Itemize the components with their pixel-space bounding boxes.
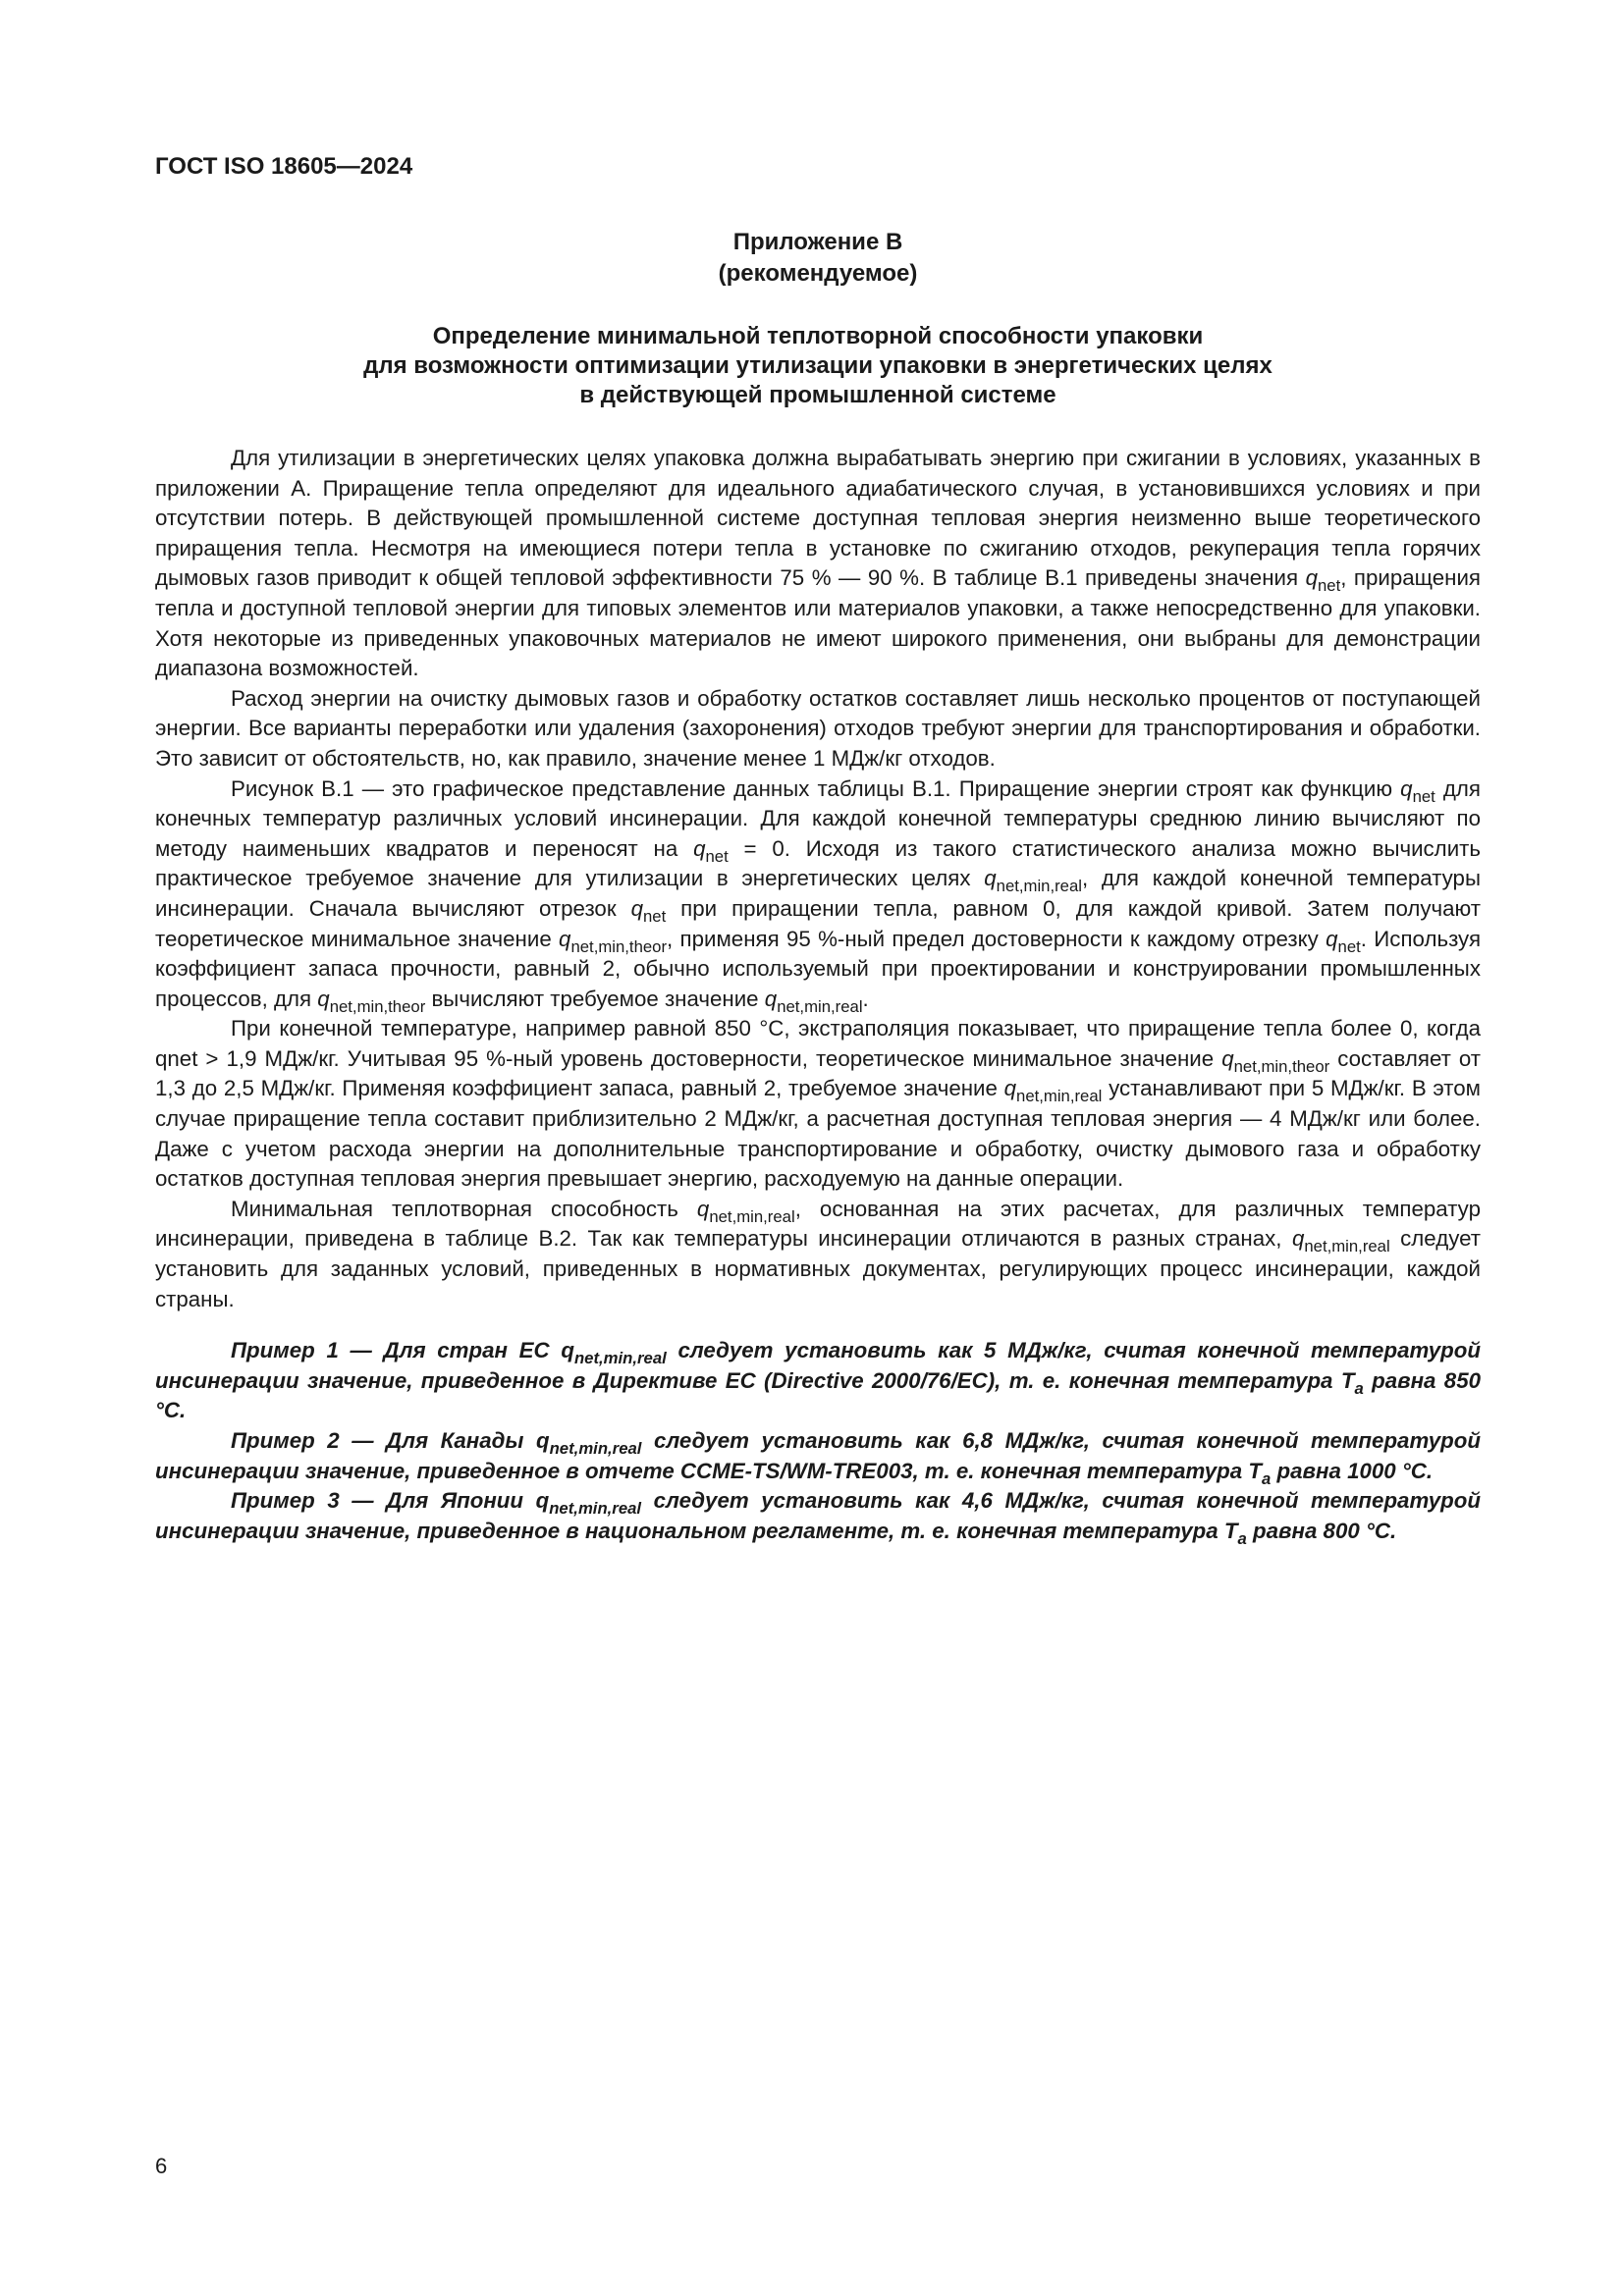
subscript: net: [705, 846, 729, 866]
subscript: net: [642, 906, 667, 926]
subscript: net,min,real: [549, 1499, 642, 1519]
subscript: net,min,real: [996, 877, 1082, 896]
example-3-text-b: следует установить как 4,6 МДж/кг, считая конечной температурой инсинерации значение, приведенное в национальном регламенте, т. е. конечная температура: [155, 1488, 1481, 1543]
subscript: net: [1412, 786, 1435, 806]
subscript: a: [1262, 1468, 1272, 1488]
subscript: net,min,theor: [570, 936, 668, 956]
example-3-text-c: равна 800 °С.: [1246, 1518, 1397, 1543]
q-symbol: q: [535, 1488, 550, 1514]
annex-title: Приложение В: [732, 229, 903, 255]
p4-text-a: При конечной температуре, например равной 850 °С, экстраполяция показывает, что приращение тепла более 0, когда qnet > 1,9 МДж/кг. Учитывая 95 %-ный уровень достоверности, теоретическое минимальное значение: [155, 1016, 1481, 1071]
p3-text-c: = 0. Исходя из такого статистического анализа можно вычислить практическое требуемое значение для утилизации в энергетических целях: [155, 835, 1481, 891]
q-symbol: q: [1305, 565, 1318, 591]
q-symbol: q: [559, 926, 571, 951]
p1-text-b: , приращения тепла и доступной тепловой энергии для типовых элементов или материалов упаковки, а также непосредственно для упаковки. Хотя некоторые из приведенных упаковочных материалов не имеют широкого применения, они выбраны для демонстрации диапазона возможностей.: [155, 565, 1481, 681]
p1-text-a: Для утилизации в энергетических целях упаковка должна вырабатывать энергию при сжигании в условиях, указанных в приложении А. Приращение тепла определяют для идеального адиабатического случая, в установившихся условиях и при отсутствии потерь. В действующей промышленной системе доступная тепловая энергия неизменно выше теоретического приращения тепла. Несмотря на имеющиеся потери тепла в установке по сжиганию отходов, рекуперация тепла горячих дымовых газов приводит к общей тепловой эффективности 75 % — 90 %. В таблице В.1 приведены значения: [155, 446, 1481, 591]
q-symbol: q: [764, 986, 778, 1011]
annex-heading-line-1: Определение минимальной теплотворной способности упаковки: [432, 323, 1204, 349]
p5-text-c: следует установить для заданных условий, приведенных в нормативных документах, регулирующих процесс инсинерации, каждой страны.: [155, 1226, 1481, 1311]
q-symbol: q: [693, 835, 706, 861]
q-symbol: q: [561, 1338, 574, 1363]
p3-text-d: , для каждой конечной температуры инсинерации. Сначала вычисляют отрезок: [155, 866, 1481, 921]
p5-text-b: , основанная на этих расчетах, для различных температур инсинерации, приведена в таблице В.2. Так как температуры инсинерации отличаются в разных странах,: [155, 1196, 1481, 1252]
subscript: net,min,real: [573, 1349, 667, 1368]
q-symbol: q: [1003, 1076, 1017, 1101]
paragraph-2: Расход энергии на очистку дымовых газов и обработку остатков составляет лишь несколько процентов от поступающей энергии. Все варианты переработки или удаления (захоронения) отходов требуют энергии для транспортирования и обработки. Это зависит от обстоятельств, но, как правило, значение менее 1 МДж/кг отходов.: [155, 685, 1481, 771]
annex-heading-line-3: в действующей промышленной системе: [579, 382, 1056, 408]
annex-heading-line-2: для возможности оптимизации утилизации упаковки в энергетических целях: [363, 352, 1272, 379]
q-symbol: q: [630, 895, 643, 921]
paragraph-4: [155, 1014, 1481, 1195]
subscript: net: [1317, 576, 1341, 596]
q-symbol: q: [1400, 775, 1413, 801]
q-symbol: q: [984, 866, 997, 891]
p3-text-e: при приращении тепла, равном 0, для каждой кривой. Затем получают теоретическое минимальное значение: [155, 895, 1481, 951]
subscript: a: [1354, 1378, 1364, 1398]
t-symbol: T: [1223, 1518, 1238, 1543]
subscript: net,min,real: [1016, 1087, 1103, 1106]
paragraph-5: [155, 1195, 1481, 1314]
subscript: net,min,theor: [1233, 1056, 1330, 1076]
paragraph-3: [155, 774, 1481, 1015]
example-1-text-a: Пример 1 — Для стран ЕС: [231, 1338, 562, 1363]
example-1-text-b: следует установить как 5 МДж/кг, считая конечной температурой инсинерации значение, приведенное в Директиве ЕС (Directive 2000/76/EC), т. е. конечная температура: [155, 1338, 1481, 1393]
subscript: net,min,real: [709, 1206, 795, 1226]
subscript: net,min,real: [777, 996, 863, 1016]
p5-text-a: Минимальная теплотворная способность: [231, 1196, 697, 1221]
subscript: net: [1337, 936, 1361, 956]
t-symbol: T: [1248, 1458, 1263, 1483]
annex-heading: [155, 322, 1481, 410]
q-symbol: q: [317, 986, 330, 1011]
p3-text-g: . Используя коэффициент запаса прочности, равный 2, обычно используемый при проектировании и конструировании промышленных процессов, для: [155, 926, 1482, 1011]
example-1-text-c: равна 850 °С.: [155, 1367, 1481, 1423]
p3-text-f: , применяя 95 %-ный предел достоверности к каждому отрезку: [667, 926, 1326, 951]
subscript: net,min,real: [549, 1438, 642, 1458]
page-number: 6: [155, 2154, 168, 2178]
document-id: ГОСТ ISO 18605—2024: [155, 153, 413, 180]
example-2-text-b: следует установить как 6,8 МДж/кг, считая конечной температурой инсинерации значение, приведенное в отчете CCME-TS/WM-TRE003, т. е. конечная температура: [155, 1428, 1481, 1483]
example-2: [155, 1426, 1481, 1486]
annex-status: (рекомендуемое): [718, 260, 918, 287]
q-symbol: q: [535, 1428, 550, 1453]
example-2-text-c: равна 1000 °С.: [1271, 1458, 1434, 1483]
p3-text-h: вычисляют требуемое значение: [425, 986, 765, 1011]
subscript: net,min,theor: [329, 996, 426, 1016]
p3-text-a: Рисунок В.1 — это графическое представление данных таблицы В.1. Приращение энергии строят как функцию: [231, 775, 1401, 801]
body-text: [155, 444, 1481, 1546]
p4-text-c: устанавливают при 5 МДж/кг. В этом случае приращение тепла составит приблизительно 2 МДж/кг, а расчетная доступная тепловая энергия — 4 МДж/кг или более. Даже с учетом расхода энергии на дополнительные транспортирование и обработку, очистку дымового газа и обработку остатков доступная тепловая энергия превышает энергию, расходуемую на данные операции.: [155, 1076, 1481, 1192]
subscript: net,min,real: [1304, 1237, 1390, 1256]
q-symbol: q: [696, 1196, 710, 1221]
example-3: [155, 1486, 1481, 1546]
q-symbol: q: [1221, 1045, 1234, 1071]
example-2-text-a: Пример 2 — Для Канады: [231, 1428, 536, 1453]
paragraph-1: [155, 444, 1481, 684]
p4-text-b: составляет от 1,3 до 2,5 МДж/кг. Применяя коэффициент запаса, равный 2, требуемое значение: [155, 1045, 1481, 1101]
t-symbol: T: [1340, 1367, 1355, 1393]
p3-text-i: .: [862, 986, 869, 1011]
example-3-text-a: Пример 3 — Для Японии: [231, 1488, 536, 1514]
example-1: [155, 1336, 1481, 1426]
p3-text-b: для конечных температур различных условий инсинерации. Для каждой конечной температуры среднюю линию вычисляют по методу наименьших квадратов и переносят на: [155, 775, 1481, 861]
q-symbol: q: [1326, 926, 1338, 951]
q-symbol: q: [1291, 1226, 1305, 1252]
subscript: a: [1237, 1528, 1247, 1548]
